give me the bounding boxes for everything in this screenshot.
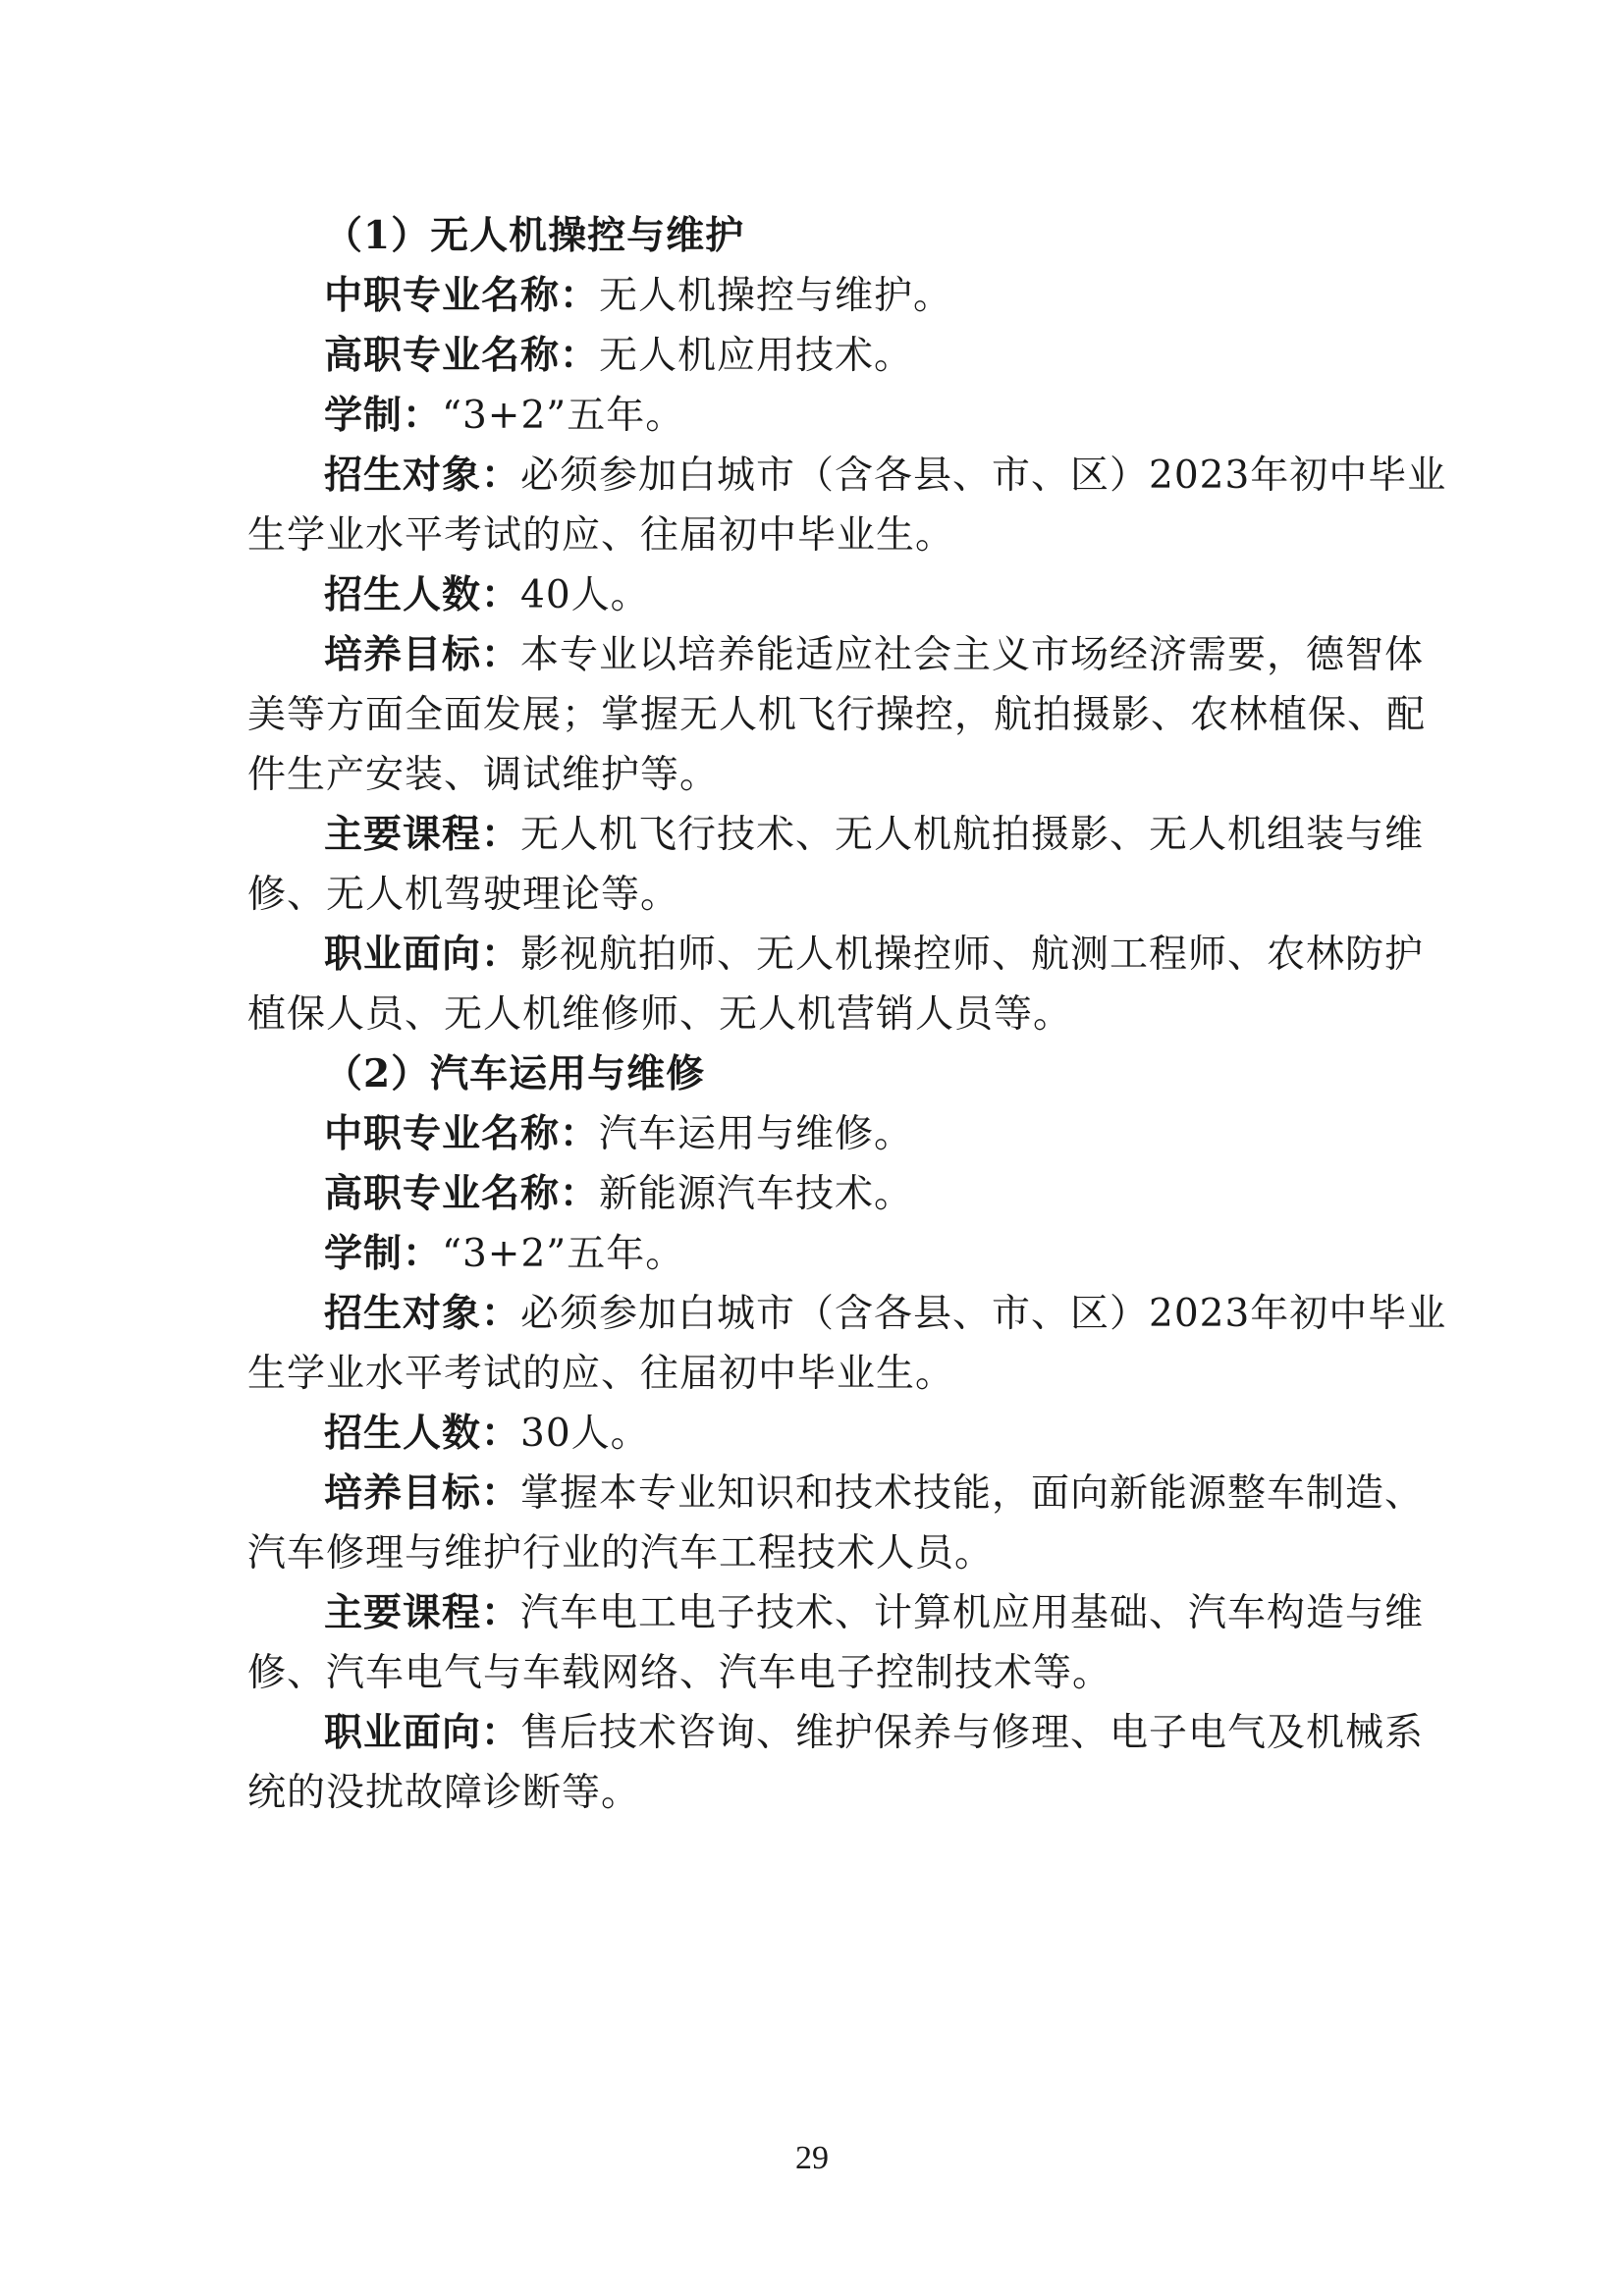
field-duration <box>247 1224 1386 1284</box>
field-label: 高职专业名称： <box>324 333 600 378</box>
field-value: “3+2”五年。 <box>442 1232 685 1276</box>
field-value: 必须参加白城市（含各县、市、区）2023年初中毕业 <box>520 1292 1447 1336</box>
field-main-courses <box>247 805 1425 865</box>
field-continuation: 美等方面全面发展；掌握无人机飞行操控，航拍摄影、农林植保、配 <box>247 693 1427 737</box>
field-main-courses <box>247 1583 1425 1643</box>
field-value: 掌握本专业知识和技术技能，面向新能源整车制造、 <box>520 1471 1425 1516</box>
field-continuation: 植保人员、无人机维修师、无人机营销人员等。 <box>247 992 1073 1037</box>
field-value: 汽车运用与维修。 <box>599 1112 914 1156</box>
page-number: 29 <box>795 2140 829 2176</box>
field-value: 无人机操控与维护。 <box>599 274 953 318</box>
field-training-goal <box>247 1464 1425 1523</box>
field-label: 招生人数： <box>324 572 521 617</box>
field-label: 主要课程： <box>324 1590 521 1635</box>
field-label: 职业面向： <box>324 1710 521 1755</box>
document-page <box>247 206 1447 1823</box>
field-continuation: 修、汽车电气与车载网络、汽车电子控制技术等。 <box>247 1651 1112 1695</box>
field-label: 招生对象： <box>324 453 521 498</box>
field-label: 中职专业名称： <box>324 273 600 318</box>
field-continuation: 汽车修理与维护行业的汽车工程技术人员。 <box>247 1531 995 1575</box>
field-continuation: 统的没扰故障诊断等。 <box>247 1771 641 1815</box>
field-enrollment-count <box>247 565 1386 625</box>
field-enrollment-target <box>247 1284 1447 1344</box>
field-gz-major <box>247 326 1386 386</box>
field-continuation: 生学业水平考试的应、往届初中毕业生。 <box>247 1352 955 1396</box>
field-continuation: 件生产安装、调试维护等。 <box>247 753 720 797</box>
field-duration <box>247 386 1386 446</box>
field-value: 无人机飞行技术、无人机航拍摄影、无人机组装与维 <box>520 813 1425 857</box>
section-heading: （2）汽车运用与维修 <box>324 1051 706 1096</box>
field-label: 学制： <box>324 393 443 438</box>
field-enrollment-count <box>247 1404 1386 1464</box>
field-label: 招生对象： <box>324 1291 521 1336</box>
field-value: 汽车电工电子技术、计算机应用基础、汽车构造与维 <box>520 1591 1425 1635</box>
field-value: 无人机应用技术。 <box>599 334 914 378</box>
field-label: 高职专业名称： <box>324 1171 600 1216</box>
field-enrollment-target <box>247 446 1447 506</box>
field-label: 中职专业名称： <box>324 1111 600 1156</box>
field-gz-major <box>247 1164 1386 1224</box>
field-label: 招生人数： <box>324 1411 521 1456</box>
field-label: 培养目标： <box>324 632 521 677</box>
field-value: 必须参加白城市（含各县、市、区）2023年初中毕业 <box>520 454 1447 498</box>
field-zz-major <box>247 1104 1386 1164</box>
field-value: 本专业以培养能适应社会主义市场经济需要，德智体 <box>520 633 1425 677</box>
field-value: 新能源汽车技术。 <box>599 1172 914 1216</box>
field-value: 售后技术咨询、维护保养与修理、电子电气及机械系 <box>520 1711 1425 1755</box>
section-heading: （1）无人机操控与维护 <box>324 213 745 258</box>
field-label: 主要课程： <box>324 812 521 857</box>
field-label: 职业面向： <box>324 932 521 977</box>
field-career-direction <box>247 925 1425 985</box>
field-continuation: 修、无人机驾驶理论等。 <box>247 873 680 917</box>
field-training-goal <box>247 625 1425 685</box>
field-label: 学制： <box>324 1231 443 1276</box>
field-value: 40人。 <box>520 573 650 617</box>
field-continuation: 生学业水平考试的应、往届初中毕业生。 <box>247 513 955 558</box>
field-value: 30人。 <box>520 1412 650 1456</box>
field-label: 培养目标： <box>324 1470 521 1516</box>
field-value: “3+2”五年。 <box>442 394 685 438</box>
field-value: 影视航拍师、无人机操控师、航测工程师、农林防护 <box>520 933 1425 977</box>
field-zz-major <box>247 266 1386 326</box>
field-career-direction <box>247 1703 1425 1763</box>
